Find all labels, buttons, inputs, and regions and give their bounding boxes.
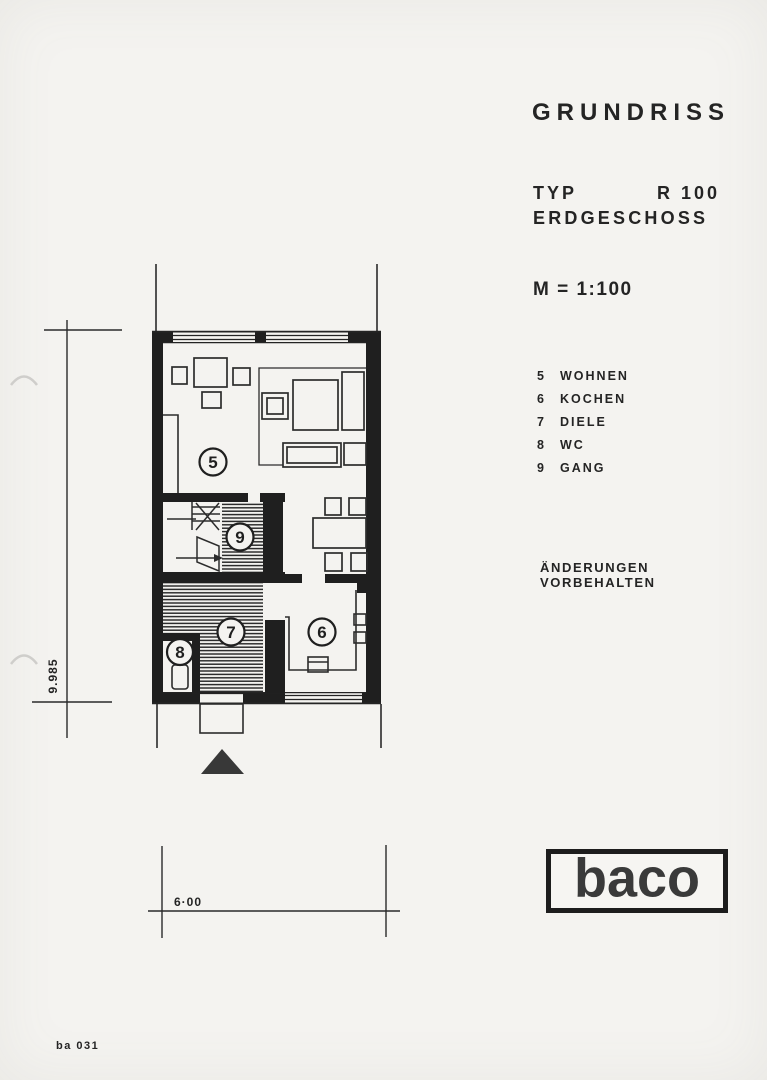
floor-label: ERDGESCHOSS — [533, 208, 709, 228]
legend-label: WOHNEN — [560, 369, 629, 383]
legend-label: GANG — [560, 461, 606, 475]
chair — [351, 553, 367, 571]
entrance — [200, 704, 244, 774]
type-label: TYP — [533, 183, 578, 203]
legend-label: WC — [560, 438, 585, 452]
chair — [349, 498, 366, 515]
chair — [172, 367, 187, 384]
dimension-width-label: 6·00 — [174, 895, 203, 909]
legend-item-wohnen — [537, 369, 629, 392]
svg-text:6: 6 — [317, 623, 327, 642]
legend-label: DIELE — [560, 415, 607, 429]
legend-item-diele — [537, 415, 629, 438]
changes-reserved-note: ÄNDERUNGEN VORBEHALTEN — [540, 560, 656, 590]
svg-text:5: 5 — [208, 453, 218, 472]
document-number: ba 031 — [56, 1040, 100, 1052]
armchair — [344, 443, 366, 465]
sofa-right — [342, 372, 364, 430]
legend-item-gang — [537, 461, 629, 484]
legend-item-wc — [537, 438, 629, 461]
rug — [293, 380, 338, 430]
chair — [325, 498, 341, 515]
staircase — [167, 502, 223, 571]
armchair — [262, 393, 288, 419]
living-room-furniture — [163, 358, 366, 493]
legend-num: 6 — [537, 392, 546, 406]
dining-table — [313, 518, 366, 548]
entrance-porch — [200, 704, 243, 733]
toilet — [172, 665, 188, 689]
table — [194, 358, 227, 387]
svg-text:7: 7 — [226, 623, 236, 642]
entrance-triangle-marker — [201, 749, 244, 774]
legend-num: 9 — [537, 461, 546, 475]
chair — [233, 368, 250, 385]
legend-num: 8 — [537, 438, 546, 452]
legend-num: 7 — [537, 415, 546, 429]
legend-num: 5 — [537, 369, 546, 383]
room-legend — [537, 369, 629, 484]
diele-floor-hatch-upper — [163, 583, 263, 633]
legend-label: KOCHEN — [560, 392, 627, 406]
room-label-diele — [218, 619, 245, 646]
page-title: GRUNDRISS — [532, 99, 731, 126]
room-label-kochen — [309, 619, 336, 646]
wc-fixtures — [172, 665, 188, 689]
type-value: R 100 — [657, 183, 721, 203]
baco-logo — [546, 846, 728, 913]
room-label-gang — [227, 524, 254, 551]
dimension-height-label: 9.985 — [46, 658, 60, 694]
svg-text:8: 8 — [175, 643, 185, 662]
punch-holes — [11, 377, 37, 665]
legend-item-kochen — [537, 392, 629, 415]
scale-label: M = 1:100 — [533, 279, 633, 300]
chair — [325, 553, 342, 571]
dining-area-furniture — [313, 498, 367, 571]
room-label-wohnen — [200, 449, 227, 476]
suite-boundary — [259, 368, 366, 465]
room-label-wc — [167, 639, 193, 665]
baco-logo-text: baco — [573, 846, 701, 909]
svg-text:9: 9 — [235, 528, 245, 547]
side-table — [202, 392, 221, 408]
